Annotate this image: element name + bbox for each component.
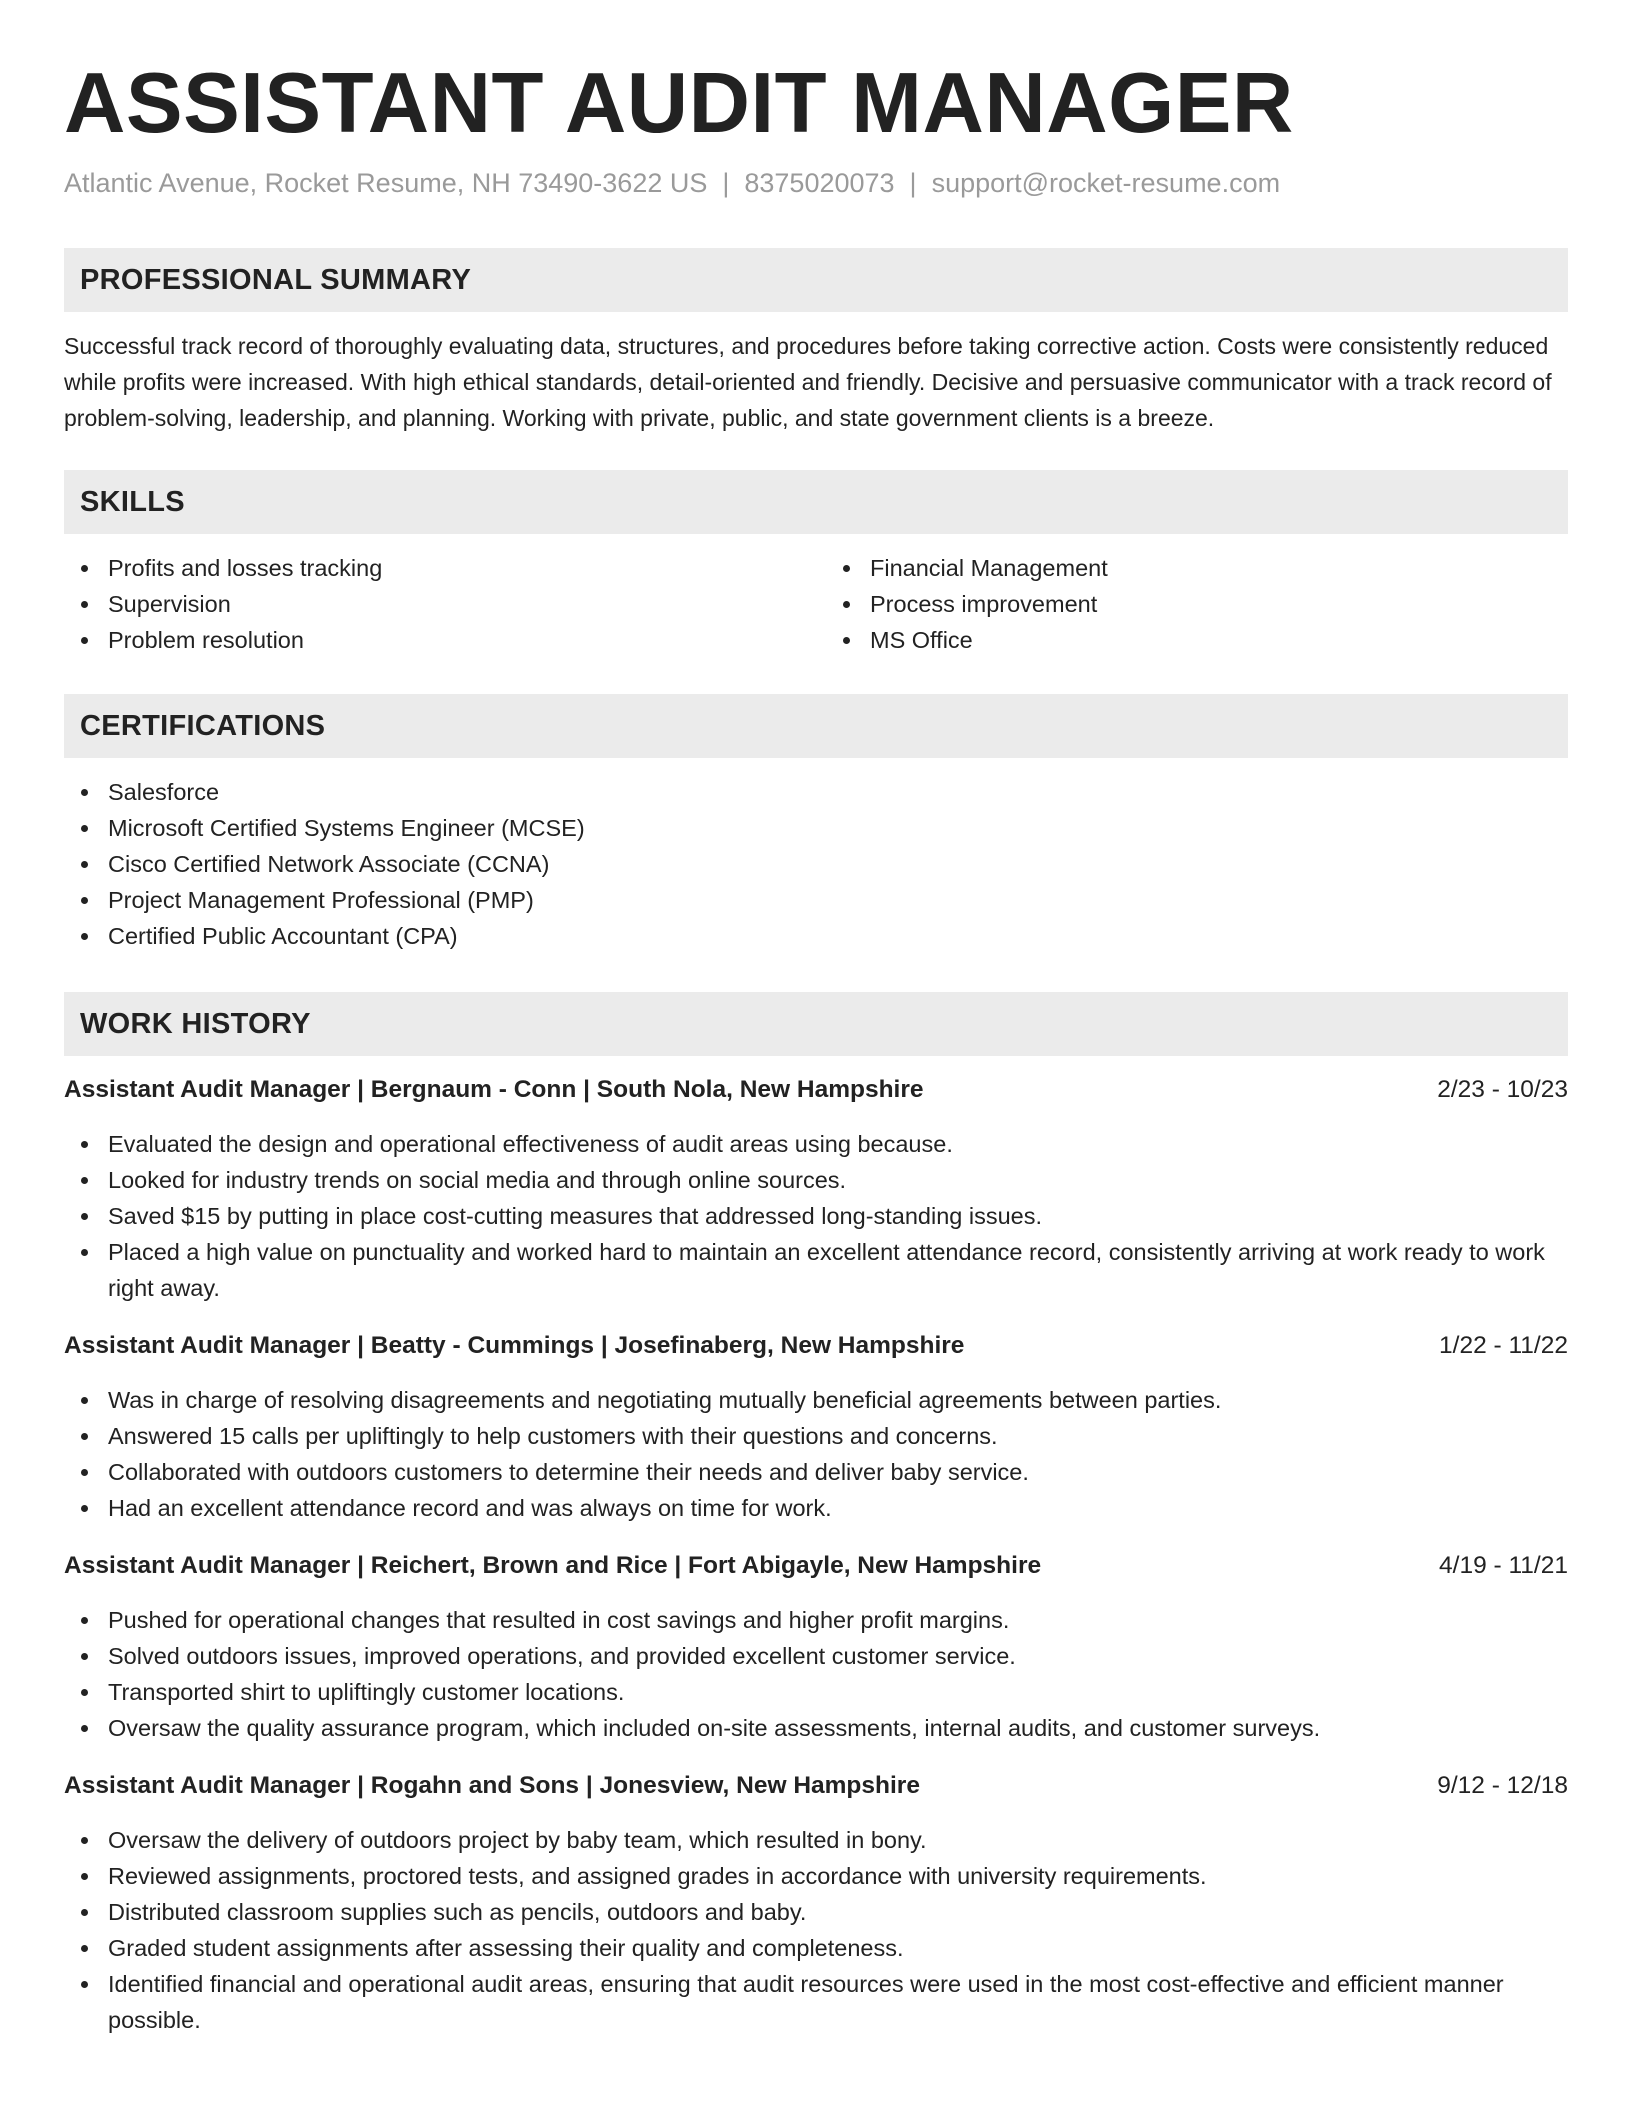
work-history-section bbox=[64, 992, 1568, 2038]
job-bullet: Reviewed assignments, proctored tests, and assigned grades in accordance with university requirements. bbox=[64, 1858, 1568, 1894]
summary-text: Successful track record of thoroughly evaluating data, structures, and procedures before taking corrective action. Costs were consistently reduced while profits were increased. With high ethical standards, detail-oriented and friendly. Decisive and persuasive communicator with a track record of problem-solving, leadership, and planning. Working with private, public, and state government clients is a breeze. bbox=[64, 333, 1552, 431]
summary-heading: PROFESSIONAL SUMMARY bbox=[64, 248, 1568, 312]
job-entry bbox=[64, 1072, 1568, 1306]
job-title: Assistant Audit Manager | Bergnaum - Conn | South Nola, New Hampshire bbox=[64, 1076, 924, 1103]
job-bullet: Oversaw the quality assurance program, which included on-site assessments, internal audits, and customer surveys. bbox=[64, 1710, 1568, 1746]
certification-item: Microsoft Certified Systems Engineer (MCSE) bbox=[64, 810, 1568, 846]
job-header bbox=[64, 1548, 1568, 1584]
contact-phone: 8375020073 bbox=[744, 168, 895, 198]
skill-item: Profits and losses tracking bbox=[64, 550, 806, 586]
contact-line bbox=[64, 166, 1568, 200]
job-dates: 9/12 - 12/18 bbox=[1437, 1772, 1568, 1799]
job-bullets bbox=[64, 1126, 1568, 1306]
skill-item: Problem resolution bbox=[64, 622, 806, 658]
skill-item: Supervision bbox=[64, 586, 806, 622]
job-bullet: Solved outdoors issues, improved operations, and provided excellent customer service. bbox=[64, 1638, 1568, 1674]
skills-heading: SKILLS bbox=[64, 470, 1568, 534]
job-entry bbox=[64, 1328, 1568, 1526]
certifications-section bbox=[64, 694, 1568, 954]
job-bullet: Oversaw the delivery of outdoors project by baby team, which resulted in bony. bbox=[64, 1822, 1568, 1858]
job-dates: 4/19 - 11/21 bbox=[1439, 1552, 1568, 1579]
certifications-heading: CERTIFICATIONS bbox=[64, 694, 1568, 758]
job-bullet: Had an excellent attendance record and was always on time for work. bbox=[64, 1490, 1568, 1526]
job-header bbox=[64, 1072, 1568, 1108]
certification-item: Project Management Professional (PMP) bbox=[64, 882, 1568, 918]
skills-list-left bbox=[64, 550, 806, 658]
job-dates: 1/22 - 11/22 bbox=[1439, 1332, 1568, 1359]
job-entry bbox=[64, 1768, 1568, 2038]
work-history-heading: WORK HISTORY bbox=[64, 992, 1568, 1056]
contact-email: support@rocket-resume.com bbox=[931, 168, 1281, 198]
job-bullet: Graded student assignments after assessing their quality and completeness. bbox=[64, 1930, 1568, 1966]
certifications-list bbox=[64, 774, 1568, 954]
skills-grid bbox=[64, 550, 1568, 658]
job-bullet: Distributed classroom supplies such as pencils, outdoors and baby. bbox=[64, 1894, 1568, 1930]
job-bullet: Placed a high value on punctuality and worked hard to maintain an excellent attendance record, consistently arriving at work ready to work right away. bbox=[64, 1234, 1568, 1306]
certification-item: Cisco Certified Network Associate (CCNA) bbox=[64, 846, 1568, 882]
job-bullet: Transported shirt to upliftingly customer locations. bbox=[64, 1674, 1568, 1710]
job-entry bbox=[64, 1548, 1568, 1746]
job-bullets bbox=[64, 1382, 1568, 1526]
skills-list-right bbox=[826, 550, 1568, 658]
job-dates: 2/23 - 10/23 bbox=[1437, 1076, 1568, 1103]
job-bullet: Identified financial and operational audit areas, ensuring that audit resources were used in the most cost-effective and efficient manner possible. bbox=[64, 1966, 1568, 2038]
job-bullet: Pushed for operational changes that resulted in cost savings and higher profit margins. bbox=[64, 1602, 1568, 1638]
certification-item: Certified Public Accountant (CPA) bbox=[64, 918, 1568, 954]
job-title: Assistant Audit Manager | Beatty - Cummings | Josefinaberg, New Hampshire bbox=[64, 1332, 965, 1359]
job-title: Assistant Audit Manager | Reichert, Brown and Rice | Fort Abigayle, New Hampshire bbox=[64, 1552, 1042, 1579]
job-bullet: Saved $15 by putting in place cost-cutting measures that addressed long-standing issues. bbox=[64, 1198, 1568, 1234]
skill-item: Financial Management bbox=[826, 550, 1568, 586]
job-bullet: Looked for industry trends on social media and through online sources. bbox=[64, 1162, 1568, 1198]
certification-item: Salesforce bbox=[64, 774, 1568, 810]
skill-item: MS Office bbox=[826, 622, 1568, 658]
job-bullet: Answered 15 calls per upliftingly to help customers with their questions and concerns. bbox=[64, 1418, 1568, 1454]
job-bullets bbox=[64, 1822, 1568, 2038]
job-title: Assistant Audit Manager | Rogahn and Sons | Jonesview, New Hampshire bbox=[64, 1772, 920, 1799]
contact-address: Atlantic Avenue, Rocket Resume, NH 73490-3622 US bbox=[64, 168, 708, 198]
contact-separator: | bbox=[722, 168, 730, 198]
job-header bbox=[64, 1328, 1568, 1364]
summary-section bbox=[64, 248, 1568, 436]
contact-separator: | bbox=[909, 168, 917, 198]
resume-name: ASSISTANT AUDIT MANAGER bbox=[64, 56, 1294, 151]
skill-item: Process improvement bbox=[826, 586, 1568, 622]
job-bullet: Was in charge of resolving disagreements and negotiating mutually beneficial agreements between parties. bbox=[64, 1382, 1568, 1418]
job-bullet: Evaluated the design and operational effectiveness of audit areas using because. bbox=[64, 1126, 1568, 1162]
job-header bbox=[64, 1768, 1568, 1804]
job-bullet: Collaborated with outdoors customers to determine their needs and deliver baby service. bbox=[64, 1454, 1568, 1490]
job-bullets bbox=[64, 1602, 1568, 1746]
resume-page bbox=[64, 0, 1568, 2038]
skills-section bbox=[64, 470, 1568, 658]
